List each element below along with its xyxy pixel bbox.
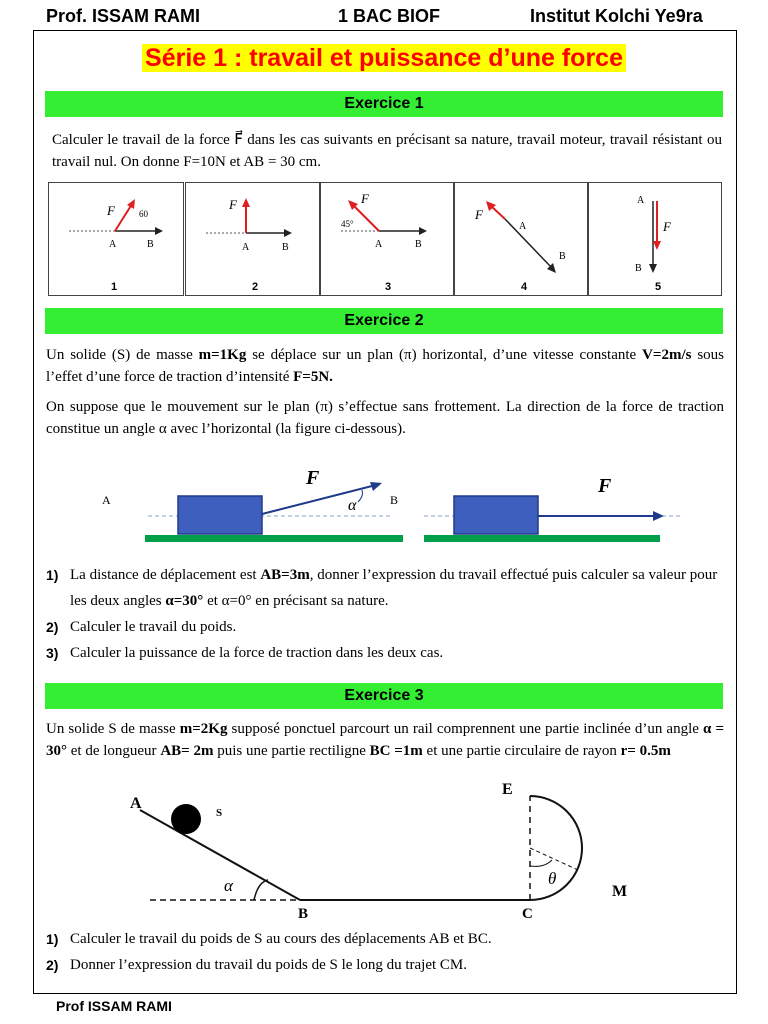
fig2-point-b: B	[390, 493, 399, 507]
ex2-q1-distance: AB=3m	[260, 567, 310, 583]
fig3-point-a: A	[375, 239, 383, 250]
fig2-force-label-right: F⃗	[598, 475, 627, 497]
figure-panel-4	[454, 182, 588, 296]
figure-4-drawing	[455, 183, 587, 295]
ex3-q1-text: Calculer le travail du poids de S au cours des déplacements AB et BC.	[70, 931, 492, 947]
fig2-force-label: F⃗	[229, 197, 248, 212]
ex2-force: F=5N.	[293, 369, 333, 385]
ex2-question-1	[46, 562, 724, 614]
ex2-speed: V=2m/s	[642, 347, 692, 363]
fig2-point-a: A	[242, 242, 250, 253]
ex2-q1-text-e: et α=0° en précisant sa nature.	[203, 593, 389, 609]
figure-3-drawing	[321, 183, 453, 295]
ex3-text-g: puis une partie rectiligne	[213, 743, 370, 759]
ex2-q3-num: 3)	[46, 645, 59, 661]
exercise-3-statement	[46, 718, 724, 762]
fig1-point-b: B	[147, 239, 154, 250]
figure-4-number: 4	[521, 281, 528, 293]
page-footer: Prof ISSAM RAMI	[56, 998, 172, 1014]
ex2-q3-text: Calculer la puissance de la force de traction dans les deux cas.	[70, 645, 444, 661]
header-class: 1 BAC BIOF	[338, 6, 441, 26]
ex3-text-e: et de longueur	[67, 743, 161, 759]
exercise-2-figure	[90, 456, 710, 550]
fig5-force-label: F⃗	[663, 219, 682, 234]
ex3-q2-text: Donner l’expression du travail du poids de S le long du trajet CM.	[70, 957, 468, 973]
fig4-point-a: A	[519, 221, 527, 232]
fig3-alpha: α	[224, 876, 233, 895]
ex2-text-1: Un solide (S) de masse	[46, 347, 199, 363]
fig1-force-label: F⃗	[107, 203, 126, 218]
ex3-text-a: Un solide S de masse	[46, 721, 180, 737]
ex2-q1-text-a: La distance de déplacement est	[70, 567, 261, 583]
block-left	[178, 496, 262, 534]
ground-right	[424, 535, 660, 542]
fig1-angle: 60	[139, 209, 148, 219]
fig3-point-m: M	[612, 883, 628, 900]
ex2-mass: m=1Kg	[198, 347, 247, 363]
ex2-question-2	[46, 614, 724, 640]
page-header	[0, 4, 768, 30]
fig2-alpha: α	[348, 497, 357, 514]
exercise-2-assumption: On suppose que le mouvement sur le plan (π) s’effectue sans frottement. La direction de la force de traction constitue un angle α avec l’horizontal (la figure ci-dessous).	[46, 399, 724, 437]
fig2-force-label: F⃗	[306, 467, 335, 489]
fig2-point-a: A	[102, 493, 111, 507]
page-title: Série 1 : travail et puissance d’une force	[142, 44, 626, 72]
ex2-text-2: se déplace sur un plan (π) horizontal, d’une vitesse constante	[246, 347, 643, 363]
exercise-3-figure	[120, 776, 660, 924]
fig3-point-a: A	[130, 795, 142, 812]
figure-1-drawing	[49, 183, 183, 295]
ex3-mass: m=2Kg	[179, 721, 228, 737]
fig3-solid-label: S	[216, 807, 223, 819]
fig3-point-e: E	[502, 781, 513, 798]
figure-panel-5	[588, 182, 722, 296]
exercise-2-heading: Exercice 2	[45, 308, 723, 334]
exercise-1-heading: Exercice 1	[45, 91, 723, 117]
fig3-point-b: B	[298, 906, 309, 922]
ex2-q2-text: Calculer le travail du poids.	[70, 619, 237, 635]
ex2-q1-text-c: , donner l’expression du travail effectué puis calculer sa valeur pour les deux angles	[70, 567, 718, 609]
exercise-2-questions	[46, 562, 724, 666]
exercise-3-heading: Exercice 3	[45, 683, 723, 709]
figure-5-number: 5	[655, 281, 662, 293]
ex3-angle: α = 30°	[46, 721, 724, 759]
fig3-force-label: F⃗	[361, 191, 380, 206]
page-title-wrap	[0, 44, 768, 73]
solid-s-ball	[171, 804, 201, 834]
ex3-q1-num: 1)	[46, 931, 59, 947]
figure-5-drawing	[589, 183, 721, 295]
figure-panel-3	[320, 182, 454, 296]
exercise-1-statement: Calculer le travail de la force F⃗ dans les cas suivants en précisant sa nature, travail moteur, travail résistant ou travail nul. On donne F=10N et AB = 30 cm.	[52, 132, 722, 170]
ground-left	[145, 535, 403, 542]
figure-2-number: 2	[252, 281, 259, 293]
fig1-point-a: A	[109, 239, 117, 250]
ex3-length-bc: BC =1m	[369, 743, 423, 759]
ex3-question-1	[46, 926, 724, 952]
fig4-force-label: F⃗	[475, 207, 494, 222]
ex3-q2-num: 2)	[46, 957, 59, 973]
ex3-length-ab: AB= 2m	[160, 743, 214, 759]
fig4-point-b: B	[559, 251, 566, 262]
block-right	[454, 496, 538, 534]
figure-panel-1	[48, 182, 184, 296]
fig3-point-b: B	[415, 239, 422, 250]
ex3-text-c: supposé ponctuel parcourt un rail comprennent une partie inclinée d’un angle	[227, 721, 703, 737]
ex2-question-3	[46, 640, 724, 666]
exercise-1-figures	[48, 182, 722, 296]
fig3-theta: θ	[548, 869, 557, 888]
ex3-question-2	[46, 952, 724, 978]
exercise-3-questions	[46, 926, 724, 978]
ex3-radius: r= 0.5m	[620, 743, 671, 759]
figure-3-number: 3	[385, 281, 392, 293]
figure-panel-2	[185, 182, 320, 296]
figure-2-drawing	[186, 183, 319, 295]
ex3-text-i: et une partie circulaire de rayon	[422, 743, 621, 759]
exercise-2-statement	[46, 344, 724, 388]
ex2-q1-angle: α=30°	[165, 593, 204, 609]
fig3-angle: 45°	[341, 219, 354, 229]
header-school: Institut Kolchi Ye9ra	[530, 6, 703, 26]
fig5-point-a: A	[637, 195, 645, 206]
fig3-point-c: C	[522, 906, 533, 922]
figure-1-number: 1	[111, 281, 118, 293]
ex2-q2-num: 2)	[46, 619, 59, 635]
ex2-q1-num: 1)	[46, 567, 59, 583]
header-teacher: Prof. ISSAM RAMI	[46, 6, 201, 26]
ex2-text-3: sous l’effet d’une force de traction d’intensité	[46, 347, 725, 385]
fig2-point-b: B	[282, 242, 289, 253]
fig5-point-b: B	[635, 263, 642, 274]
